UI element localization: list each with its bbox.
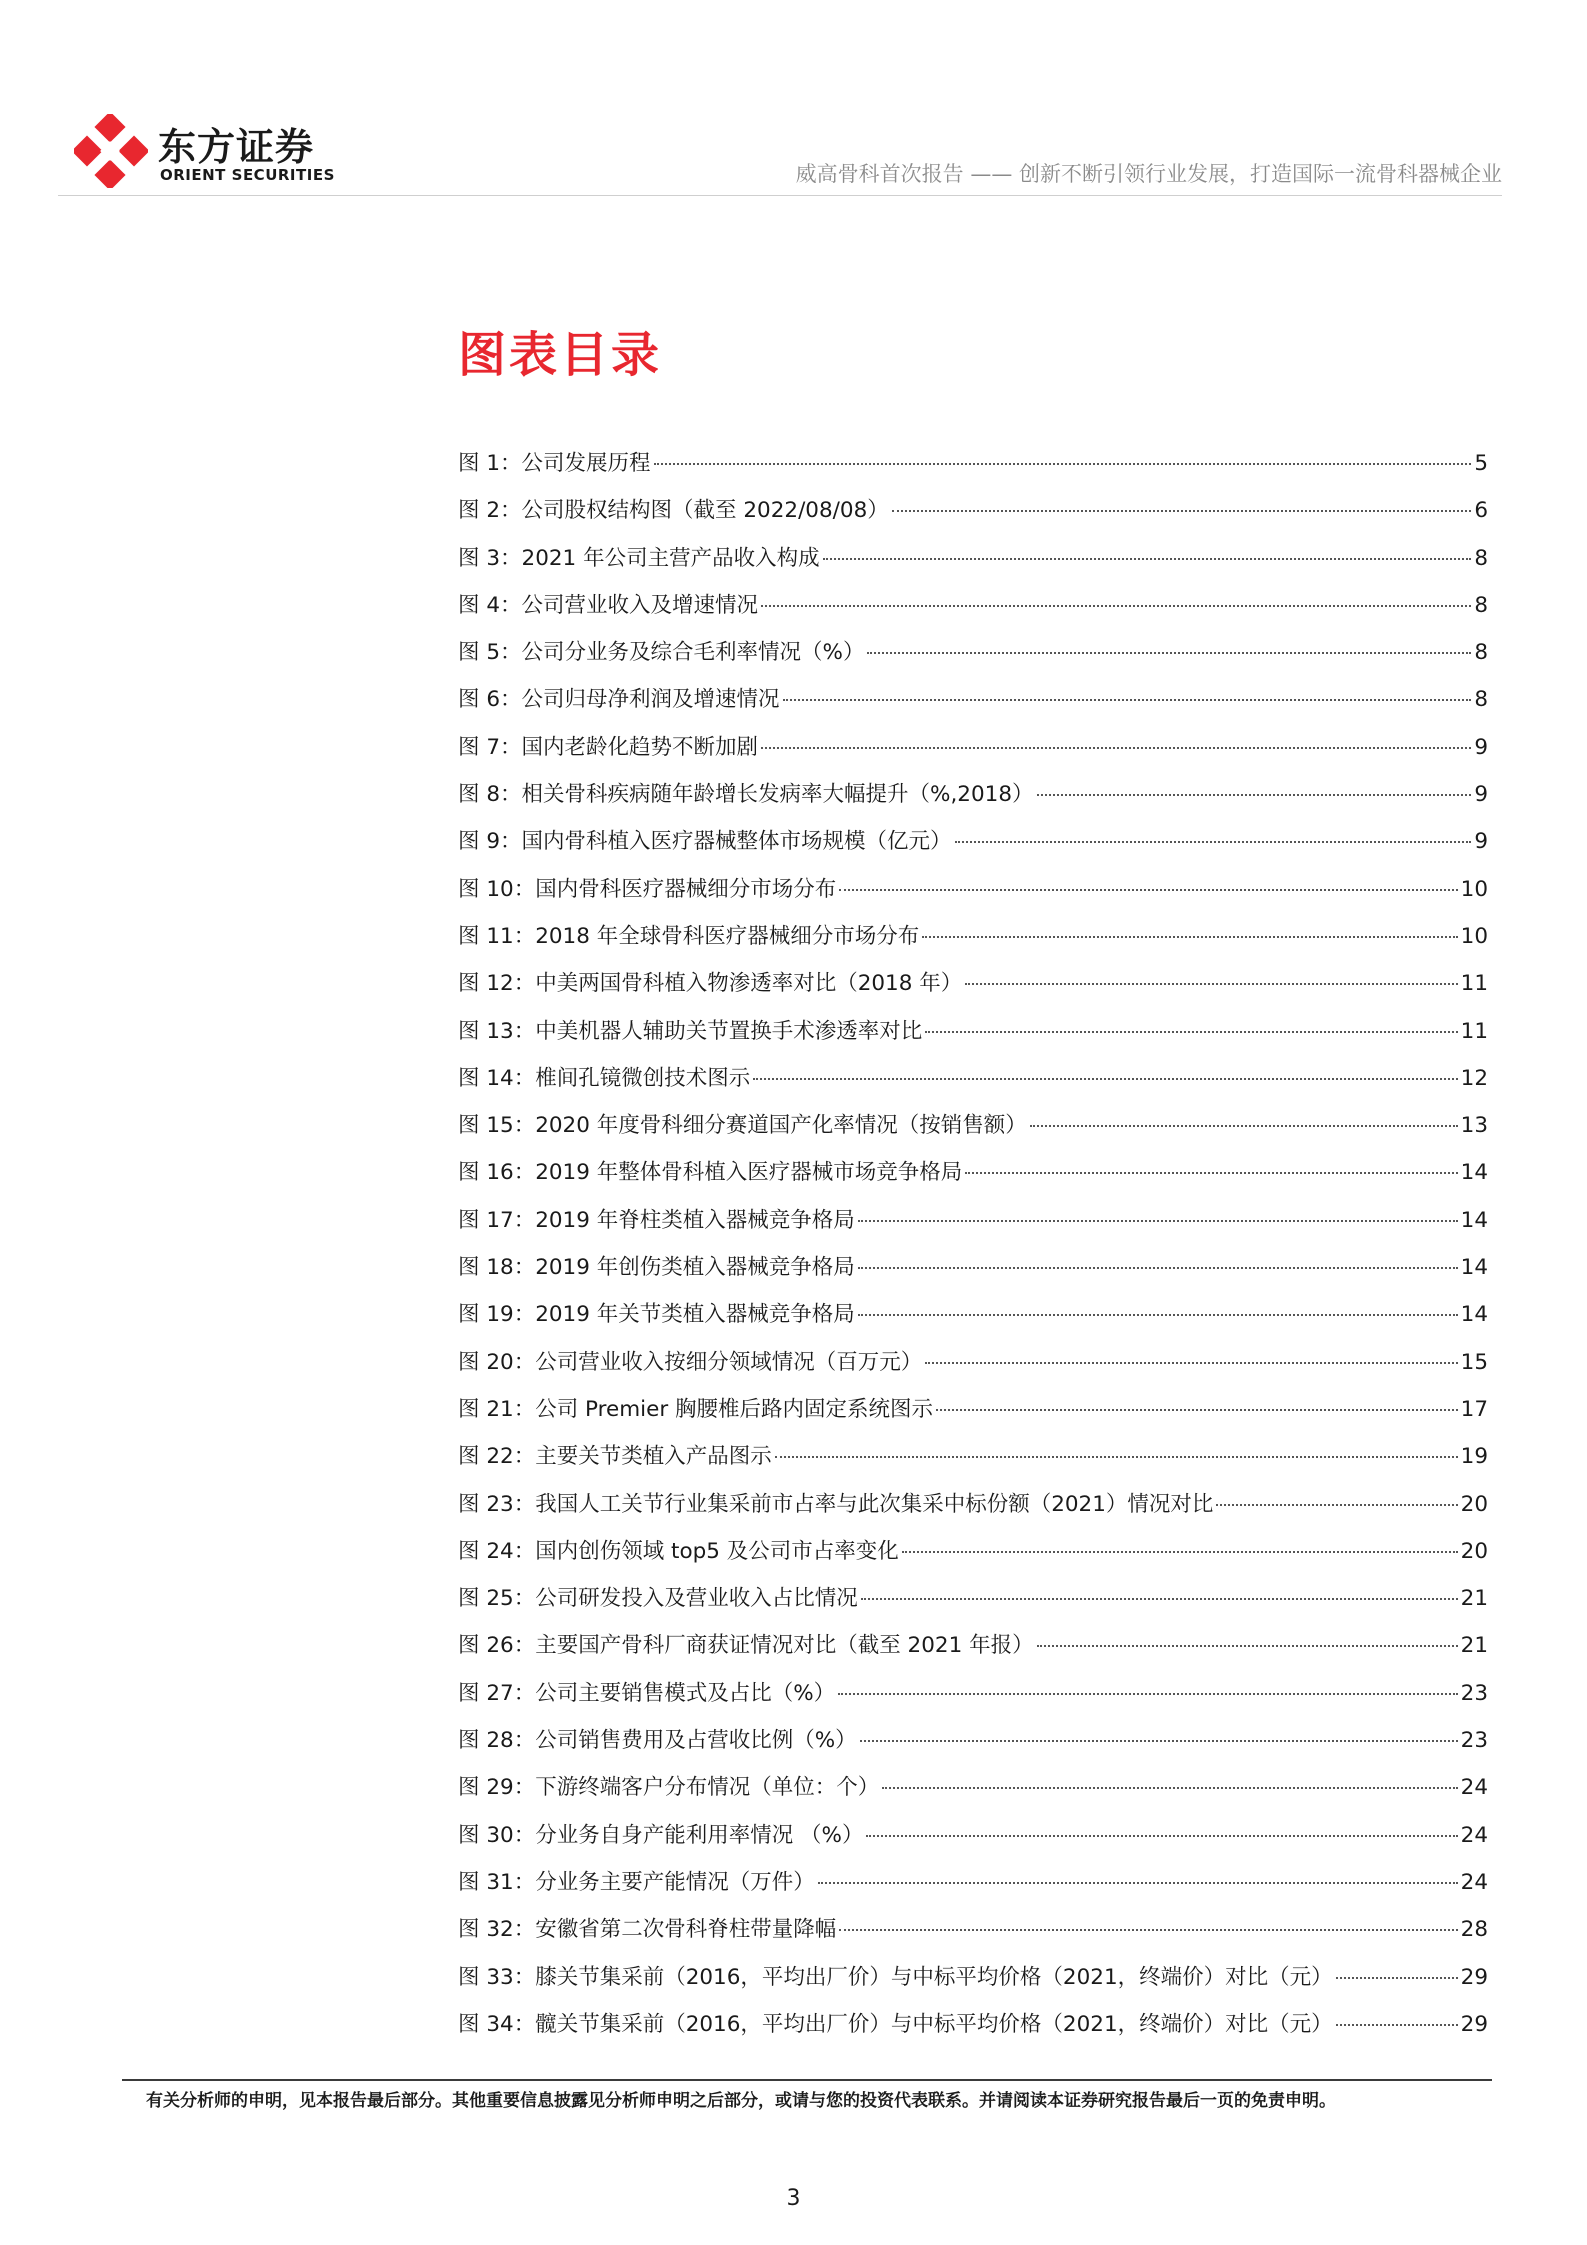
figure-index-list [458, 446, 1488, 2054]
toc-leader-dots [775, 1456, 1458, 1458]
toc-entry-page: 23 [1460, 1728, 1488, 1754]
toc-entry[interactable] [458, 966, 1488, 1013]
toc-entry[interactable] [458, 1203, 1488, 1250]
company-logo [74, 114, 374, 190]
disclaimer-text: 有关分析师的申明，见本报告最后部分。其他重要信息披露见分析师申明之后部分，或请与您的投资代表联系。并请阅读本证券研究报告最后一页的免责申明。 [146, 2091, 1336, 2111]
toc-entry-label: 图 31：分业务主要产能情况（万件） [458, 1869, 815, 1895]
toc-leader-dots [1037, 1645, 1458, 1647]
toc-entry[interactable] [458, 824, 1488, 871]
toc-leader-dots [1336, 1977, 1458, 1979]
toc-entry[interactable] [458, 872, 1488, 919]
footer-divider [122, 2079, 1492, 2081]
toc-entry-page: 13 [1460, 1113, 1488, 1139]
toc-leader-dots [654, 463, 1472, 465]
page-number: 3 [786, 2186, 801, 2211]
toc-entry-page: 29 [1460, 1964, 1488, 1990]
toc-entry[interactable] [458, 1865, 1488, 1912]
toc-entry[interactable] [458, 919, 1488, 966]
toc-entry[interactable] [458, 1061, 1488, 1108]
toc-entry-label: 图 4：公司营业收入及增速情况 [458, 592, 759, 618]
toc-entry[interactable] [458, 1155, 1488, 1202]
toc-entry[interactable] [458, 2007, 1488, 2054]
toc-entry-label: 图 2：公司股权结构图（截至 2022/08/08） [458, 498, 889, 524]
toc-entry-label: 图 34：髋关节集采前（2016，平均出厂价）与中标平均价格（2021，终端价）对比（元） [458, 2011, 1333, 2037]
toc-leader-dots [823, 558, 1472, 560]
toc-entry[interactable] [458, 1250, 1488, 1297]
toc-entry-page: 14 [1460, 1207, 1488, 1233]
toc-entry-label: 图 21：公司 Premier 胸腰椎后路内固定系统图示 [458, 1396, 934, 1422]
toc-entry-label: 图 19：2019 年关节类植入器械竞争格局 [458, 1302, 855, 1328]
toc-entry-label: 图 32：安徽省第二次骨科脊柱带量降幅 [458, 1917, 837, 1943]
toc-entry[interactable] [458, 1581, 1488, 1628]
toc-entry-page: 14 [1460, 1160, 1488, 1186]
toc-entry-page: 8 [1474, 592, 1488, 618]
toc-leader-dots [761, 605, 1471, 607]
toc-entry-label: 图 16：2019 年整体骨科植入医疗器械市场竞争格局 [458, 1160, 963, 1186]
toc-entry[interactable] [458, 493, 1488, 540]
toc-entry-label: 图 8：相关骨科疾病随年龄增长发病率大幅提升（%,2018） [458, 782, 1034, 808]
toc-entry-page: 11 [1460, 1018, 1488, 1044]
toc-entry[interactable] [458, 1297, 1488, 1344]
toc-leader-dots [925, 1031, 1457, 1033]
toc-leader-dots [936, 1409, 1458, 1411]
toc-entry-label: 图 12：中美两国骨科植入物渗透率对比（2018 年） [458, 971, 963, 997]
toc-entry-page: 24 [1460, 1822, 1488, 1848]
toc-leader-dots [838, 1693, 1458, 1695]
page-header [58, 104, 1502, 196]
toc-entry-page: 23 [1460, 1680, 1488, 1706]
report-title: 威高骨科首次报告 —— 创新不断引领行业发展，打造国际一流骨科器械企业 [795, 162, 1502, 186]
toc-entry[interactable] [458, 541, 1488, 588]
toc-entry-page: 10 [1460, 876, 1488, 902]
toc-leader-dots [783, 699, 1472, 701]
toc-entry-page: 10 [1460, 923, 1488, 949]
toc-leader-dots [866, 1835, 1457, 1837]
toc-entry-page: 12 [1460, 1065, 1488, 1091]
toc-entry-page: 6 [1474, 498, 1488, 524]
toc-entry[interactable] [458, 1628, 1488, 1675]
toc-entry-label: 图 29：下游终端客户分布情况（单位：个） [458, 1775, 880, 1801]
toc-entry-label: 图 10：国内骨科医疗器械细分市场分布 [458, 876, 837, 902]
header-divider [58, 195, 1502, 196]
orient-securities-logo-icon [74, 114, 148, 188]
toc-leader-dots [922, 936, 1457, 938]
toc-heading: 图表目录 [458, 327, 663, 383]
toc-entry[interactable] [458, 1534, 1488, 1581]
toc-entry[interactable] [458, 1392, 1488, 1439]
toc-entry[interactable] [458, 1108, 1488, 1155]
toc-leader-dots [753, 1078, 1457, 1080]
toc-leader-dots [860, 1740, 1458, 1742]
toc-entry[interactable] [458, 1723, 1488, 1770]
toc-entry-label: 图 1：公司发展历程 [458, 451, 651, 476]
toc-entry-label: 图 20：公司营业收入按细分领域情况（百万元） [458, 1349, 923, 1375]
toc-entry-page: 28 [1460, 1917, 1488, 1943]
toc-entry[interactable] [458, 635, 1488, 682]
toc-entry[interactable] [458, 682, 1488, 729]
toc-leader-dots [892, 510, 1472, 512]
toc-entry[interactable] [458, 1818, 1488, 1865]
toc-entry-label: 图 15：2020 年度骨科细分赛道国产化率情况（按销售额） [458, 1113, 1027, 1139]
toc-leader-dots [965, 1172, 1457, 1174]
toc-entry-page: 11 [1460, 971, 1488, 997]
toc-leader-dots [1216, 1504, 1457, 1506]
logo-english-name: ORIENT SECURITIES [160, 166, 335, 184]
logo-chinese-name: 东方证券 [158, 125, 315, 169]
toc-entry-page: 5 [1474, 451, 1488, 476]
toc-entry[interactable] [458, 1912, 1488, 1959]
toc-leader-dots [858, 1267, 1458, 1269]
toc-entry-page: 20 [1460, 1491, 1488, 1517]
toc-entry-page: 19 [1460, 1444, 1488, 1470]
toc-entry-label: 图 6：公司归母净利润及增速情况 [458, 687, 780, 713]
toc-entry-page: 17 [1460, 1396, 1488, 1422]
toc-entry-label: 图 30：分业务自身产能利用率情况 （%） [458, 1822, 864, 1848]
toc-entry[interactable] [458, 1487, 1488, 1534]
toc-leader-dots [858, 1220, 1458, 1222]
toc-leader-dots [902, 1551, 1458, 1553]
toc-entry[interactable] [458, 730, 1488, 777]
toc-leader-dots [1030, 1125, 1458, 1127]
toc-entry-label: 图 17：2019 年脊柱类植入器械竞争格局 [458, 1207, 855, 1233]
toc-entry-label: 图 28：公司销售费用及占营收比例（%） [458, 1728, 857, 1754]
toc-entry-page: 15 [1460, 1349, 1488, 1375]
toc-entry-label: 图 9：国内骨科植入医疗器械整体市场规模（亿元） [458, 829, 952, 855]
toc-entry[interactable] [458, 1345, 1488, 1392]
toc-entry[interactable] [458, 1960, 1488, 2007]
toc-entry[interactable] [458, 1439, 1488, 1486]
toc-leader-dots [882, 1787, 1457, 1789]
toc-entry-label: 图 22：主要关节类植入产品图示 [458, 1444, 772, 1470]
toc-entry-label: 图 14：椎间孔镜微创技术图示 [458, 1065, 751, 1091]
toc-entry-label: 图 25：公司研发投入及营业收入占比情况 [458, 1586, 858, 1612]
toc-entry-page: 9 [1474, 734, 1488, 760]
toc-entry-page: 8 [1474, 687, 1488, 713]
toc-leader-dots [839, 889, 1457, 891]
toc-leader-dots [965, 983, 1457, 985]
toc-entry-page: 24 [1460, 1775, 1488, 1801]
toc-entry-page: 8 [1474, 640, 1488, 666]
toc-entry-page: 20 [1460, 1538, 1488, 1564]
toc-entry[interactable] [458, 777, 1488, 824]
toc-entry[interactable] [458, 1770, 1488, 1817]
toc-entry[interactable] [458, 1014, 1488, 1061]
toc-leader-dots [818, 1882, 1458, 1884]
toc-entry-label: 图 26：主要国产骨科厂商获证情况对比（截至 2021 年报） [458, 1633, 1034, 1659]
toc-leader-dots [955, 841, 1472, 843]
toc-entry-page: 14 [1460, 1255, 1488, 1281]
toc-entry[interactable] [458, 588, 1488, 635]
toc-entry[interactable] [458, 1676, 1488, 1723]
toc-leader-dots [1336, 2024, 1458, 2026]
toc-entry-page: 8 [1474, 545, 1488, 571]
toc-entry-page: 29 [1460, 2011, 1488, 2037]
toc-leader-dots [858, 1314, 1458, 1316]
toc-entry[interactable] [458, 446, 1488, 493]
toc-leader-dots [839, 1929, 1457, 1931]
toc-entry-page: 9 [1474, 782, 1488, 808]
toc-leader-dots [861, 1598, 1458, 1600]
toc-entry-label: 图 23：我国人工关节行业集采前市占率与此次集采中标份额（2021）情况对比 [458, 1491, 1214, 1517]
toc-entry-page: 24 [1460, 1869, 1488, 1895]
toc-entry-label: 图 24：国内创伤领域 top5 及公司市占率变化 [458, 1538, 899, 1564]
toc-entry-label: 图 3：2021 年公司主营产品收入构成 [458, 545, 820, 571]
toc-leader-dots [761, 747, 1471, 749]
toc-entry-page: 14 [1460, 1302, 1488, 1328]
toc-entry-label: 图 5：公司分业务及综合毛利率情况（%） [458, 640, 865, 666]
toc-leader-dots [1037, 794, 1472, 796]
toc-entry-label: 图 33：膝关节集采前（2016，平均出厂价）与中标平均价格（2021，终端价）对比（元） [458, 1964, 1333, 1990]
toc-entry-label: 图 18：2019 年创伤类植入器械竞争格局 [458, 1255, 855, 1281]
toc-entry-page: 9 [1474, 829, 1488, 855]
toc-entry-page: 21 [1460, 1633, 1488, 1659]
toc-leader-dots [925, 1362, 1457, 1364]
toc-entry-label: 图 27：公司主要销售模式及占比（%） [458, 1680, 836, 1706]
toc-entry-label: 图 11：2018 年全球骨科医疗器械细分市场分布 [458, 923, 920, 949]
toc-leader-dots [867, 652, 1471, 654]
toc-entry-label: 图 13：中美机器人辅助关节置换手术渗透率对比 [458, 1018, 923, 1044]
toc-entry-label: 图 7：国内老龄化趋势不断加剧 [458, 734, 759, 760]
toc-entry-page: 21 [1460, 1586, 1488, 1612]
